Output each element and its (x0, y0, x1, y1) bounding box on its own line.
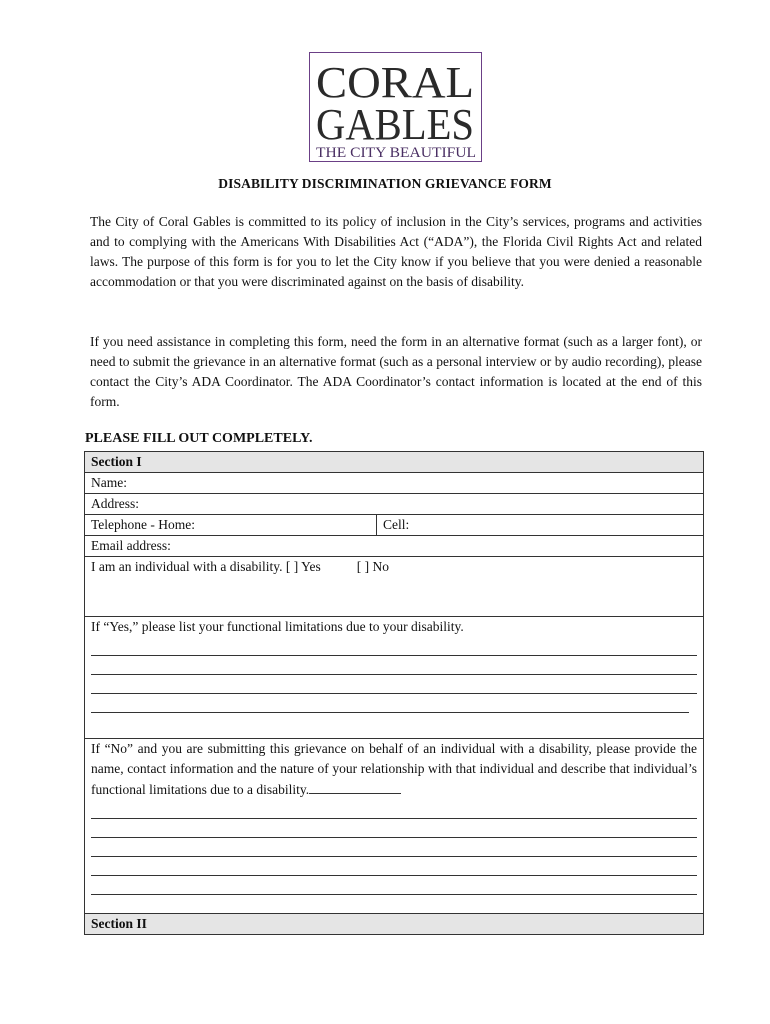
home-phone-field[interactable] (85, 515, 377, 536)
email-field[interactable] (85, 536, 704, 557)
logo-tagline: THE CITY BEAUTIFUL (316, 145, 476, 160)
logo-line1: CORAL (316, 58, 474, 107)
section-1-table (84, 451, 704, 935)
limitations-cell (85, 617, 704, 739)
behalf-prompt-text: If “No” and you are submitting this grievance on behalf of an individual with a disability, please provide the name, contact information and the nature of your relationship with that individual and describe that individual’s functional limitations due to a disability. (91, 741, 697, 797)
logo-line2: GABLES (316, 100, 474, 149)
behalf-line[interactable] (91, 819, 697, 838)
behalf-inline-blank[interactable] (309, 779, 401, 794)
limitations-line[interactable] (91, 637, 697, 656)
home-phone-label: Telephone - Home: (91, 517, 196, 532)
limitations-line[interactable] (91, 656, 697, 675)
form-title: DISABILITY DISCRIMINATION GRIEVANCE FORM (218, 176, 552, 191)
address-field[interactable] (85, 494, 704, 515)
disability-no-option[interactable]: [ ] No (356, 559, 389, 574)
intro-paragraph-2: If you need assistance in completing this form, need the form in an alternative format (such as a larger font), or need to submit the grievance in an alternative format (such as a personal interview or by audio recording), please contact the City’s ADA Coordinator. The ADA Coordinator’s contact information is located at the end of this form. (90, 334, 702, 409)
behalf-line[interactable] (91, 800, 697, 819)
behalf-line[interactable] (91, 857, 697, 876)
cell-phone-label: Cell: (383, 517, 410, 532)
behalf-line[interactable] (91, 876, 697, 895)
limitations-line[interactable] (91, 694, 689, 713)
behalf-prompt (91, 739, 697, 800)
intro-paragraph-1: The City of Coral Gables is committed to its policy of inclusion in the City’s services, programs and activities and to complying with the Americans With Disabilities Act (“ADA”), the Florida Civil Rights Act and related laws. The purpose of this form is for you to let the City know if you believe that you were denied a reasonable accommodation or that you were discriminated against on the basis of disability. (90, 214, 702, 289)
cell-phone-field[interactable] (377, 515, 704, 536)
name-label: Name: (91, 475, 127, 490)
address-label: Address: (91, 496, 139, 511)
disability-question-yes[interactable]: I am an individual with a disability. [ ] Yes (91, 559, 321, 574)
email-label: Email address: (91, 538, 171, 553)
coral-gables-logo (309, 52, 482, 162)
section-2-heading: Section II (85, 914, 704, 935)
fill-out-note: PLEASE FILL OUT COMPLETELY. (85, 431, 313, 446)
behalf-cell (85, 739, 704, 914)
limitations-line[interactable] (91, 675, 697, 694)
name-field[interactable] (85, 473, 704, 494)
behalf-line[interactable] (91, 838, 697, 857)
disability-question-cell (85, 557, 704, 617)
limitations-prompt: If “Yes,” please list your functional limitations due to your disability. (91, 619, 464, 634)
section-1-heading: Section I (85, 452, 704, 473)
